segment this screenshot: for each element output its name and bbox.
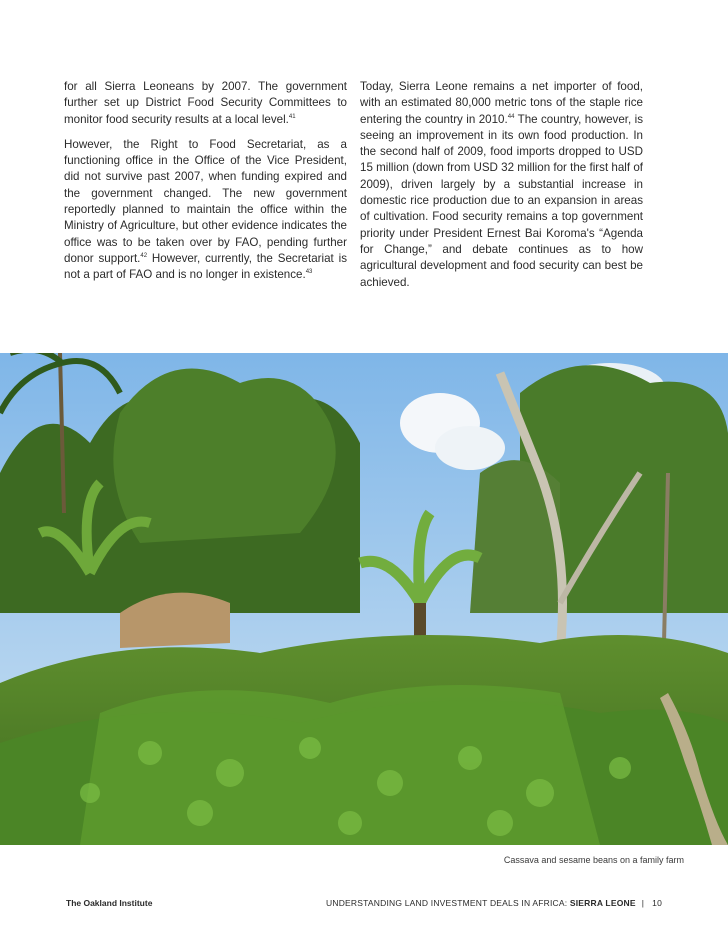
left-text-column	[64, 79, 347, 293]
running-title-country: SIERRA LEONE	[569, 898, 636, 908]
footer-separator: |	[641, 898, 645, 908]
paragraph-text: for all Sierra Leoneans by 2007. The government further set up District Food Security Committees to monitor food security results at a local level.	[64, 80, 347, 126]
page-footer	[0, 898, 728, 912]
running-title-prefix: UNDERSTANDING LAND INVESTMENT DEALS IN AFRICA:	[326, 898, 570, 908]
paragraph-text: However, currently, the Secretariat is not a part of FAO and is no longer in existence.	[64, 251, 347, 282]
paragraph-text: The country, however, is seeing an improvement in its own food production. In the second half of 2009, food imports dropped to USD 15 million (down from USD 32 million for the first half of 2009), driven largely by a substantial increase in domestic rice production due to an expansion in areas of cultivation. Food security remains a top government priority under President Ernest Bai Koroma's “Agenda for Change,” and debate continues as to how agricultural development and food security can best be achieved.	[360, 112, 643, 289]
running-title	[326, 898, 662, 908]
page-number: 10	[652, 898, 662, 908]
footnote-ref[interactable]: 42	[140, 253, 148, 260]
paragraph-text: However, the Right to Food Secretariat, as a functioning office in the Office of the Vice President, did not survive past 2007, when funding expired and the government changed. The new government reportedly planned to maintain the office within the Ministry of Agriculture, but other evidence indicates the office was to be taken over by FAO, pending further donor support.	[64, 137, 347, 265]
farm-photo	[0, 353, 728, 845]
publisher-name: The Oakland Institute	[66, 898, 153, 908]
photo-caption: Cassava and sesame beans on a family farm	[503, 855, 684, 865]
paragraph	[64, 79, 347, 128]
paragraph-text: Today, Sierra Leone remains a net importer of food, with an estimated 80,000 metric tons of the staple rice entering the country in 2010.	[360, 80, 643, 126]
paragraph	[64, 137, 347, 284]
right-text-column	[360, 79, 643, 300]
footnote-ref[interactable]: 41	[288, 113, 296, 120]
footnote-ref[interactable]: 43	[305, 269, 313, 276]
paragraph	[360, 79, 643, 291]
footnote-ref[interactable]: 44	[507, 113, 515, 120]
